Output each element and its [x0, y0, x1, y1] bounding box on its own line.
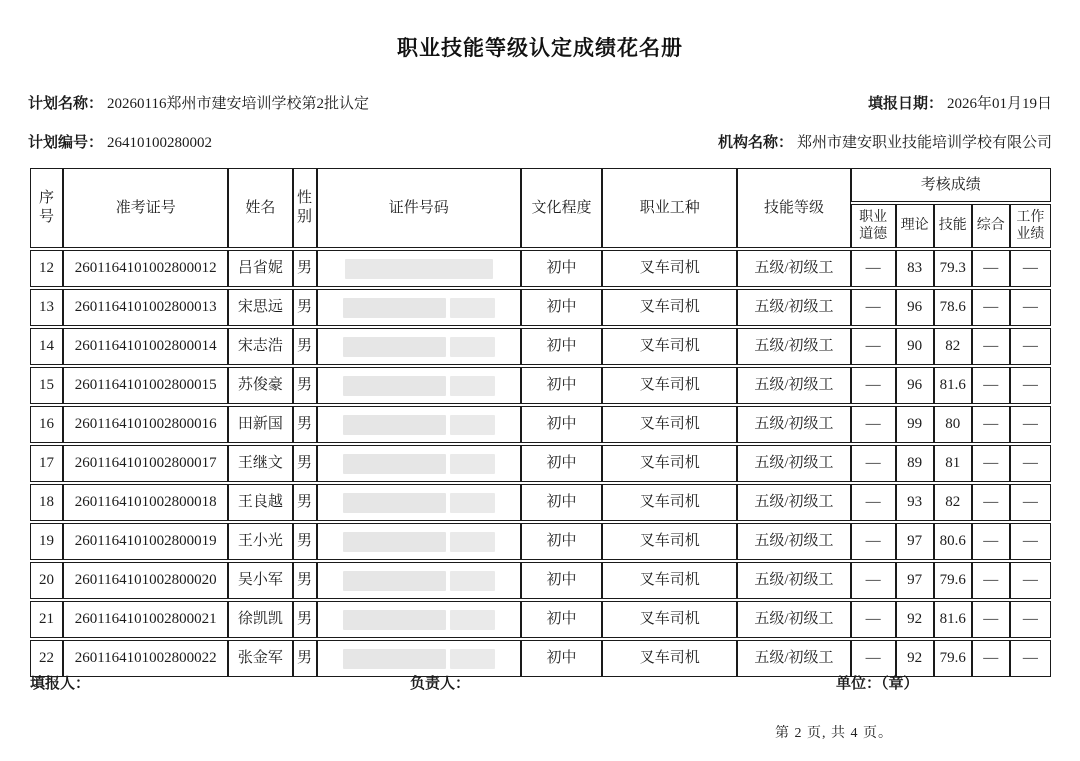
cell-name: 宋志浩: [228, 328, 292, 365]
cell-id-no: [317, 328, 521, 365]
cell-skill-level: 五级/初级工: [737, 445, 850, 482]
cell-score-comprehensive: —: [972, 328, 1010, 365]
redaction-block: [450, 493, 495, 513]
id-redacted-mask: [320, 493, 518, 513]
id-redacted-mask: [320, 298, 518, 318]
cell-score-work: —: [1010, 601, 1051, 638]
cell-education: 初中: [521, 562, 602, 599]
id-redacted-mask: [320, 259, 518, 279]
cell-score-ethics: —: [851, 562, 896, 599]
redaction-block: [450, 337, 495, 357]
cell-score-comprehensive: —: [972, 445, 1010, 482]
page-number: 第 2 页, 共 4 页。: [775, 726, 893, 741]
id-redacted-mask: [320, 649, 518, 669]
cell-score-skill: 81.6: [934, 601, 972, 638]
cell-score-theory: 96: [896, 367, 934, 404]
cell-seq: 22: [30, 640, 63, 677]
cell-seq: 13: [30, 289, 63, 326]
cell-occupation: 叉车司机: [602, 523, 737, 560]
cell-occupation: 叉车司机: [602, 328, 737, 365]
cell-score-comprehensive: —: [972, 289, 1010, 326]
redaction-block: [450, 298, 495, 318]
redaction-block: [345, 259, 493, 279]
cell-score-skill: 80: [934, 406, 972, 443]
id-redacted-mask: [320, 532, 518, 552]
cell-id-no: [317, 445, 521, 482]
cell-name: 张金军: [228, 640, 292, 677]
cell-education: 初中: [521, 289, 602, 326]
cell-id-no: [317, 367, 521, 404]
cell-id-no: [317, 250, 521, 287]
cell-name: 田新国: [228, 406, 292, 443]
cell-gender: 男: [293, 445, 317, 482]
plan-code-label: 计划编号：: [28, 135, 104, 151]
cell-score-ethics: —: [851, 250, 896, 287]
cell-skill-level: 五级/初级工: [737, 601, 850, 638]
cell-name: 王继文: [228, 445, 292, 482]
cell-education: 初中: [521, 406, 602, 443]
cell-name: 宋思远: [228, 289, 292, 326]
org-name: [718, 131, 1052, 152]
redaction-block: [450, 532, 495, 552]
table-row: [30, 562, 1051, 599]
cell-gender: 男: [293, 523, 317, 560]
redaction-block: [343, 532, 446, 552]
cell-score-comprehensive: —: [972, 640, 1010, 677]
redaction-block: [450, 571, 495, 591]
table-row: [30, 250, 1051, 287]
cell-score-comprehensive: —: [972, 250, 1010, 287]
cell-skill-level: 五级/初级工: [737, 328, 850, 365]
cell-score-work: —: [1010, 367, 1051, 404]
header-seq: 序号: [30, 168, 63, 248]
report-date-value: 2026年01月19日: [946, 96, 1052, 112]
cell-score-work: —: [1010, 289, 1051, 326]
cell-education: 初中: [521, 601, 602, 638]
cell-occupation: 叉车司机: [602, 562, 737, 599]
redaction-block: [343, 376, 446, 396]
cell-name: 王良越: [228, 484, 292, 521]
redaction-block: [343, 610, 446, 630]
header-score-ethics: 职业道德: [851, 204, 896, 248]
cell-gender: 男: [293, 562, 317, 599]
cell-exam-no: 2601164101002800022: [63, 640, 228, 677]
page-title: 职业技能等级认定成绩花名册: [397, 36, 683, 60]
cell-exam-no: 2601164101002800020: [63, 562, 228, 599]
cell-score-theory: 89: [896, 445, 934, 482]
id-redacted-mask: [320, 571, 518, 591]
cell-seq: 20: [30, 562, 63, 599]
cell-exam-no: 2601164101002800012: [63, 250, 228, 287]
header-skill-level: 技能等级: [737, 168, 850, 248]
cell-score-comprehensive: —: [972, 406, 1010, 443]
cell-gender: 男: [293, 640, 317, 677]
cell-occupation: 叉车司机: [602, 250, 737, 287]
cell-score-skill: 82: [934, 484, 972, 521]
meta-row-2: [0, 131, 1080, 152]
table-row: [30, 367, 1051, 404]
cell-skill-level: 五级/初级工: [737, 484, 850, 521]
table-body: [30, 250, 1051, 677]
cell-gender: 男: [293, 250, 317, 287]
cell-score-theory: 93: [896, 484, 934, 521]
cell-score-theory: 96: [896, 289, 934, 326]
cell-score-theory: 83: [896, 250, 934, 287]
cell-seq: 16: [30, 406, 63, 443]
cell-exam-no: 2601164101002800021: [63, 601, 228, 638]
table-row: [30, 484, 1051, 521]
cell-exam-no: 2601164101002800015: [63, 367, 228, 404]
cell-id-no: [317, 406, 521, 443]
cell-score-ethics: —: [851, 328, 896, 365]
redaction-block: [343, 493, 446, 513]
cell-gender: 男: [293, 367, 317, 404]
cell-seq: 12: [30, 250, 63, 287]
cell-exam-no: 2601164101002800014: [63, 328, 228, 365]
cell-score-work: —: [1010, 484, 1051, 521]
cell-skill-level: 五级/初级工: [737, 406, 850, 443]
cell-occupation: 叉车司机: [602, 484, 737, 521]
cell-education: 初中: [521, 445, 602, 482]
cell-score-work: —: [1010, 328, 1051, 365]
unit-seal-label: 单位：（章）: [836, 676, 919, 692]
cell-education: 初中: [521, 484, 602, 521]
cell-score-work: —: [1010, 445, 1051, 482]
cell-name: 王小光: [228, 523, 292, 560]
cell-score-work: —: [1010, 562, 1051, 599]
redaction-block: [450, 376, 495, 396]
cell-score-ethics: —: [851, 406, 896, 443]
cell-id-no: [317, 484, 521, 521]
table-row: [30, 406, 1051, 443]
header-name: 姓名: [228, 168, 292, 248]
cell-seq: 14: [30, 328, 63, 365]
cell-occupation: 叉车司机: [602, 367, 737, 404]
responsible-label: 负责人：: [410, 676, 471, 692]
redaction-block: [450, 454, 495, 474]
redaction-block: [343, 649, 446, 669]
cell-id-no: [317, 562, 521, 599]
cell-score-theory: 97: [896, 523, 934, 560]
cell-occupation: 叉车司机: [602, 406, 737, 443]
cell-score-ethics: —: [851, 289, 896, 326]
redaction-block: [343, 415, 446, 435]
cell-name: 苏俊豪: [228, 367, 292, 404]
cell-skill-level: 五级/初级工: [737, 367, 850, 404]
org-name-label: 机构名称：: [717, 135, 793, 151]
header-gender: 性别: [293, 168, 317, 248]
cell-score-comprehensive: —: [972, 601, 1010, 638]
filler-label: 填报人：: [30, 676, 91, 692]
header-occupation: 职业工种: [602, 168, 737, 248]
cell-score-comprehensive: —: [972, 562, 1010, 599]
cell-gender: 男: [293, 484, 317, 521]
cell-education: 初中: [521, 328, 602, 365]
cell-score-work: —: [1010, 406, 1051, 443]
header-exam-no: 准考证号: [63, 168, 228, 248]
cell-score-theory: 90: [896, 328, 934, 365]
redaction-block: [343, 298, 446, 318]
cell-score-ethics: —: [851, 640, 896, 677]
cell-education: 初中: [521, 640, 602, 677]
cell-score-comprehensive: —: [972, 484, 1010, 521]
table-header: [30, 168, 1051, 248]
plan-name-label: 计划名称：: [28, 96, 104, 112]
redaction-block: [343, 454, 446, 474]
plan-name-value: 20260116郑州市建安培训学校第2批认定: [107, 96, 369, 112]
cell-seq: 21: [30, 601, 63, 638]
cell-score-work: —: [1010, 523, 1051, 560]
redaction-block: [343, 337, 446, 357]
cell-exam-no: 2601164101002800018: [63, 484, 228, 521]
cell-id-no: [317, 601, 521, 638]
header-score-theory: 理论: [896, 204, 934, 248]
table-row: [30, 601, 1051, 638]
cell-score-theory: 92: [896, 640, 934, 677]
org-name-value: 郑州市建安职业技能培训学校有限公司: [796, 135, 1052, 151]
cell-exam-no: 2601164101002800013: [63, 289, 228, 326]
cell-name: 吕省妮: [228, 250, 292, 287]
plan-code: [28, 131, 212, 152]
header-score-skill: 技能: [934, 204, 972, 248]
cell-exam-no: 2601164101002800019: [63, 523, 228, 560]
cell-seq: 18: [30, 484, 63, 521]
cell-score-theory: 97: [896, 562, 934, 599]
cell-gender: 男: [293, 601, 317, 638]
id-redacted-mask: [320, 376, 518, 396]
cell-exam-no: 2601164101002800017: [63, 445, 228, 482]
cell-seq: 19: [30, 523, 63, 560]
cell-id-no: [317, 289, 521, 326]
score-roster-table: [30, 166, 1051, 679]
cell-skill-level: 五级/初级工: [737, 562, 850, 599]
table-row: [30, 289, 1051, 326]
plan-name: [28, 92, 369, 113]
redaction-block: [343, 571, 446, 591]
cell-score-theory: 99: [896, 406, 934, 443]
cell-score-comprehensive: —: [972, 367, 1010, 404]
cell-occupation: 叉车司机: [602, 289, 737, 326]
header-score-comprehensive: 综合: [972, 204, 1010, 248]
cell-education: 初中: [521, 367, 602, 404]
cell-score-ethics: —: [851, 484, 896, 521]
table-row: [30, 445, 1051, 482]
header-score-work: 工作业绩: [1010, 204, 1051, 248]
table-row: [30, 328, 1051, 365]
id-redacted-mask: [320, 337, 518, 357]
cell-score-skill: 81: [934, 445, 972, 482]
plan-code-value: 26410100280002: [107, 135, 213, 151]
cell-score-work: —: [1010, 250, 1051, 287]
cell-score-skill: 78.6: [934, 289, 972, 326]
report-date: [868, 92, 1052, 113]
table-row: [30, 523, 1051, 560]
cell-gender: 男: [293, 328, 317, 365]
redaction-block: [450, 610, 495, 630]
cell-seq: 15: [30, 367, 63, 404]
cell-gender: 男: [293, 406, 317, 443]
cell-skill-level: 五级/初级工: [737, 523, 850, 560]
cell-score-skill: 79.3: [934, 250, 972, 287]
redaction-block: [450, 415, 495, 435]
cell-score-ethics: —: [851, 367, 896, 404]
cell-skill-level: 五级/初级工: [737, 640, 850, 677]
cell-score-work: —: [1010, 640, 1051, 677]
header-education: 文化程度: [521, 168, 602, 248]
header-id-no: 证件号码: [317, 168, 521, 248]
cell-occupation: 叉车司机: [602, 445, 737, 482]
cell-skill-level: 五级/初级工: [737, 289, 850, 326]
cell-occupation: 叉车司机: [602, 601, 737, 638]
id-redacted-mask: [320, 610, 518, 630]
id-redacted-mask: [320, 454, 518, 474]
cell-score-skill: 79.6: [934, 640, 972, 677]
redaction-block: [450, 649, 495, 669]
cell-score-ethics: —: [851, 523, 896, 560]
cell-score-skill: 80.6: [934, 523, 972, 560]
cell-score-skill: 79.6: [934, 562, 972, 599]
cell-education: 初中: [521, 250, 602, 287]
cell-score-ethics: —: [851, 601, 896, 638]
cell-score-skill: 81.6: [934, 367, 972, 404]
cell-exam-no: 2601164101002800016: [63, 406, 228, 443]
cell-score-skill: 82: [934, 328, 972, 365]
cell-name: 吴小军: [228, 562, 292, 599]
id-redacted-mask: [320, 415, 518, 435]
report-date-label: 填报日期：: [867, 96, 943, 112]
cell-skill-level: 五级/初级工: [737, 250, 850, 287]
meta-row-1: [0, 92, 1080, 113]
cell-score-theory: 92: [896, 601, 934, 638]
cell-score-comprehensive: —: [972, 523, 1010, 560]
header-scores-group: 考核成绩: [851, 168, 1051, 202]
cell-name: 徐凯凯: [228, 601, 292, 638]
cell-id-no: [317, 523, 521, 560]
cell-occupation: 叉车司机: [602, 640, 737, 677]
cell-seq: 17: [30, 445, 63, 482]
cell-education: 初中: [521, 523, 602, 560]
cell-gender: 男: [293, 289, 317, 326]
cell-score-ethics: —: [851, 445, 896, 482]
